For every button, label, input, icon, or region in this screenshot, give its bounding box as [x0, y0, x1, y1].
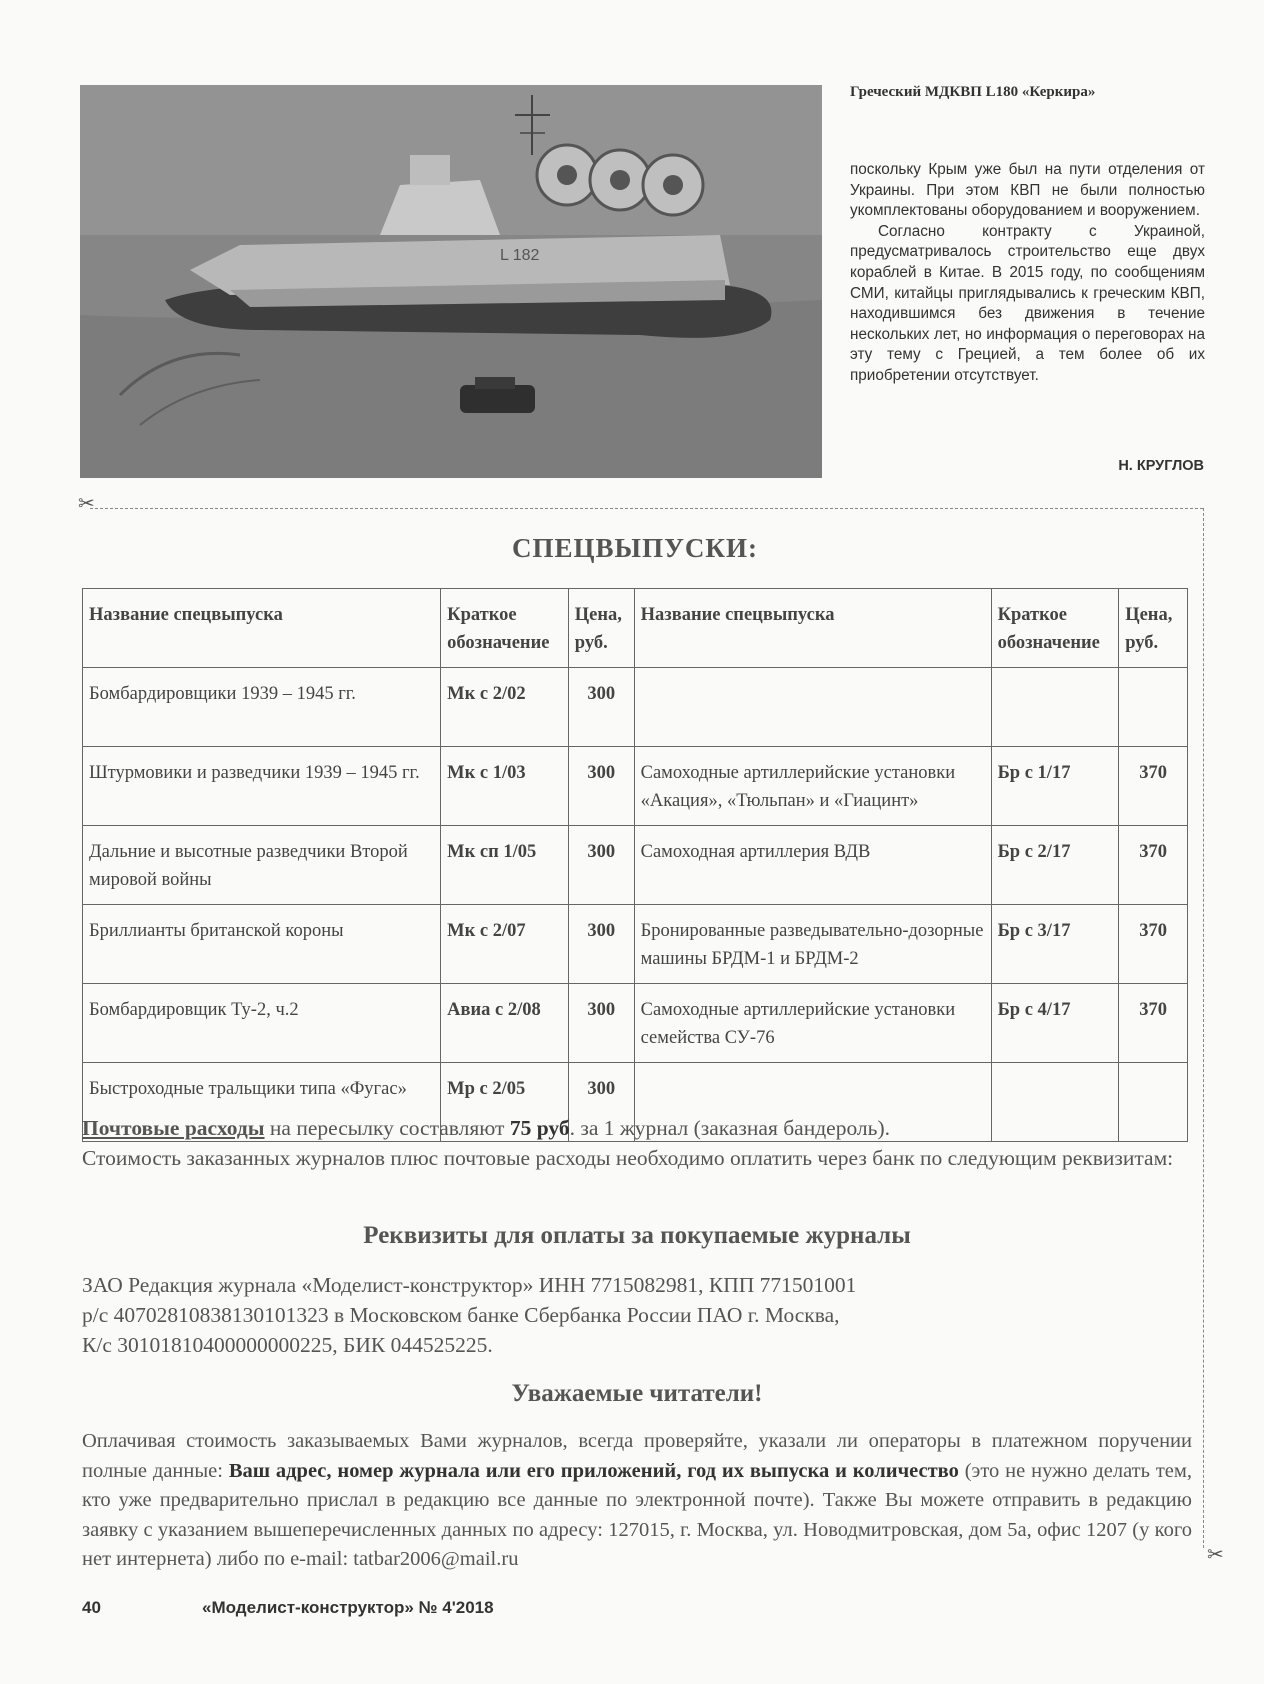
- issue-name: Бомбардировщики 1939 – 1945 гг.: [83, 668, 441, 747]
- issue-price: 300: [568, 747, 634, 826]
- postage-label: Почтовые расходы: [82, 1116, 265, 1140]
- issue-code: Авиа с 2/08: [441, 984, 569, 1063]
- requisites-line: ЗАО Редакция журнала «Моделист-конструктор» ИНН 7715082981, КПП 771501001: [82, 1273, 857, 1297]
- table-row: [83, 668, 1188, 747]
- table-row: [83, 984, 1188, 1063]
- issue-code: Мк с 2/02: [441, 668, 569, 747]
- issue-price: 370: [1119, 747, 1188, 826]
- requisites-line: р/с 40702810838130101323 в Московском банке Сбербанка России ПАО г. Москва,: [82, 1303, 840, 1327]
- page-footer: [82, 1598, 494, 1618]
- table-row: [83, 905, 1188, 984]
- postage-text: . за 1 журнал (заказная бандероль).: [569, 1116, 890, 1140]
- postage-info: [82, 1113, 1192, 1173]
- issue-code: Мк с 1/03: [441, 747, 569, 826]
- issue-name: Дальние и высотные разведчики Второй мировой войны: [83, 826, 441, 905]
- issue-name: Штурмовики и разведчики 1939 – 1945 гг.: [83, 747, 441, 826]
- postage-payment-text: Стоимость заказанных журналов плюс почтовые расходы необходимо оплатить через банк по следующим реквизитам:: [82, 1146, 1174, 1170]
- specials-table: [82, 588, 1188, 1142]
- cut-line-top: [90, 508, 1203, 509]
- readers-title: Уважаемые читатели!: [511, 1380, 763, 1407]
- hovercraft-photo: [80, 85, 822, 478]
- scissors-icon: ✂: [1207, 1544, 1224, 1566]
- issue-price: 370: [1119, 984, 1188, 1063]
- postage-amount: 75 руб: [509, 1116, 570, 1140]
- issue-name: Бомбардировщик Ту-2, ч.2: [83, 984, 441, 1063]
- table-row: [83, 826, 1188, 905]
- header-name: Название спецвыпуска: [634, 589, 991, 668]
- postage-text: на пересылку составляют: [264, 1116, 510, 1140]
- issue-code: Бр с 1/17: [991, 747, 1119, 826]
- issue-price: 300: [568, 905, 634, 984]
- requisites-block: [82, 1270, 1192, 1360]
- issue-price: 370: [1119, 905, 1188, 984]
- readers-text-part: Оплачивая стоимость заказываемых Вами журналов, всегда проверяйте, указали ли операторы в платежном поручении полные данные:: [82, 1430, 1192, 1482]
- issue-price: 300: [568, 1063, 634, 1142]
- issue-price: [1119, 668, 1188, 747]
- issue-name: Самоходные артиллерийские установки семейства СУ-76: [634, 984, 991, 1063]
- table-header-row: [83, 589, 1188, 668]
- specials-title: СПЕЦВЫПУСКИ:: [512, 533, 758, 563]
- issue-name: Бронированные разведывательно-дозорные машины БРДМ-1 и БРДМ-2: [634, 905, 991, 984]
- photo-caption: Греческий МДКВП L180 «Керкира»: [850, 84, 1096, 100]
- article-text: [850, 160, 1205, 387]
- issue-price: 300: [568, 984, 634, 1063]
- readers-text-part: (это не нужно делать тем, кто уже предварительно прислал в редакцию все данные по электронной почте). Также Вы можете отправить в редакцию заявку с указанием вышеперечисленных данных по адресу: 127015, г. Москва, ул. Новодмитровская, дом 5а, офис 1207 (у кого нет интернета) либо по e-mail: tatbar2006@mail.ru: [82, 1459, 1192, 1570]
- issue-name: Бриллианты британской короны: [83, 905, 441, 984]
- table-row: [83, 747, 1188, 826]
- issue-code: Бр с 4/17: [991, 984, 1119, 1063]
- header-price: Цена, руб.: [1119, 589, 1188, 668]
- readers-text-bold: Ваш адрес, номер журнала или его приложений, год их выпуска и количество: [228, 1459, 959, 1482]
- issue-code: Мк сп 1/05: [441, 826, 569, 905]
- issue-price: 300: [568, 826, 634, 905]
- journal-issue: «Моделист-конструктор» № 4'2018: [202, 1598, 494, 1617]
- issue-code: Бр с 3/17: [991, 905, 1119, 984]
- article-paragraph: Согласно контракту с Украиной, предусматривалось строительство еще двух кораблей в Китае. В 2015 году, по сообщениям СМИ, китайцы приглядывались к греческим КВП, находившимся без движения в течение нескольких лет, но информация о переговорах на эту тему с Грецией, а тем более об их приобретении отсутствует.: [850, 222, 1205, 384]
- issue-name: Самоходная артиллерия ВДВ: [634, 826, 991, 905]
- cut-line-right: [1203, 508, 1204, 1548]
- issue-code: Бр с 2/17: [991, 826, 1119, 905]
- article-paragraph: поскольку Крым уже был на пути отделения от Украины. При этом КВП не были полностью укомплектованы оборудованием и вооружением.: [850, 161, 1205, 220]
- issue-price: 300: [568, 668, 634, 747]
- issue-code: [991, 668, 1119, 747]
- issue-code: Мк с 2/07: [441, 905, 569, 984]
- requisites-line: К/с 30101810400000000225, БИК 044525225.: [82, 1333, 493, 1357]
- issue-name: [634, 668, 991, 747]
- header-name: Название спецвыпуска: [83, 589, 441, 668]
- hull-marking: L 182: [500, 247, 540, 264]
- issue-code: Мр с 2/05: [441, 1063, 569, 1142]
- hovercraft-illustration: [80, 85, 822, 478]
- issue-name: Самоходные артиллерийские установки «Акация», «Тюльпан» и «Гиацинт»: [634, 747, 991, 826]
- readers-text: [82, 1427, 1192, 1575]
- issue-price: 370: [1119, 826, 1188, 905]
- header-price: Цена, руб.: [568, 589, 634, 668]
- page-number: 40: [82, 1598, 101, 1617]
- issue-name: Быстроходные тральщики типа «Фугас»: [83, 1063, 441, 1142]
- header-code: Краткое обозначение: [991, 589, 1119, 668]
- scissors-icon: ✂: [78, 493, 95, 515]
- requisites-title: Реквизиты для оплаты за покупаемые журналы: [363, 1222, 911, 1249]
- article-author: Н. КРУГЛОВ: [1118, 458, 1204, 474]
- header-code: Краткое обозначение: [441, 589, 569, 668]
